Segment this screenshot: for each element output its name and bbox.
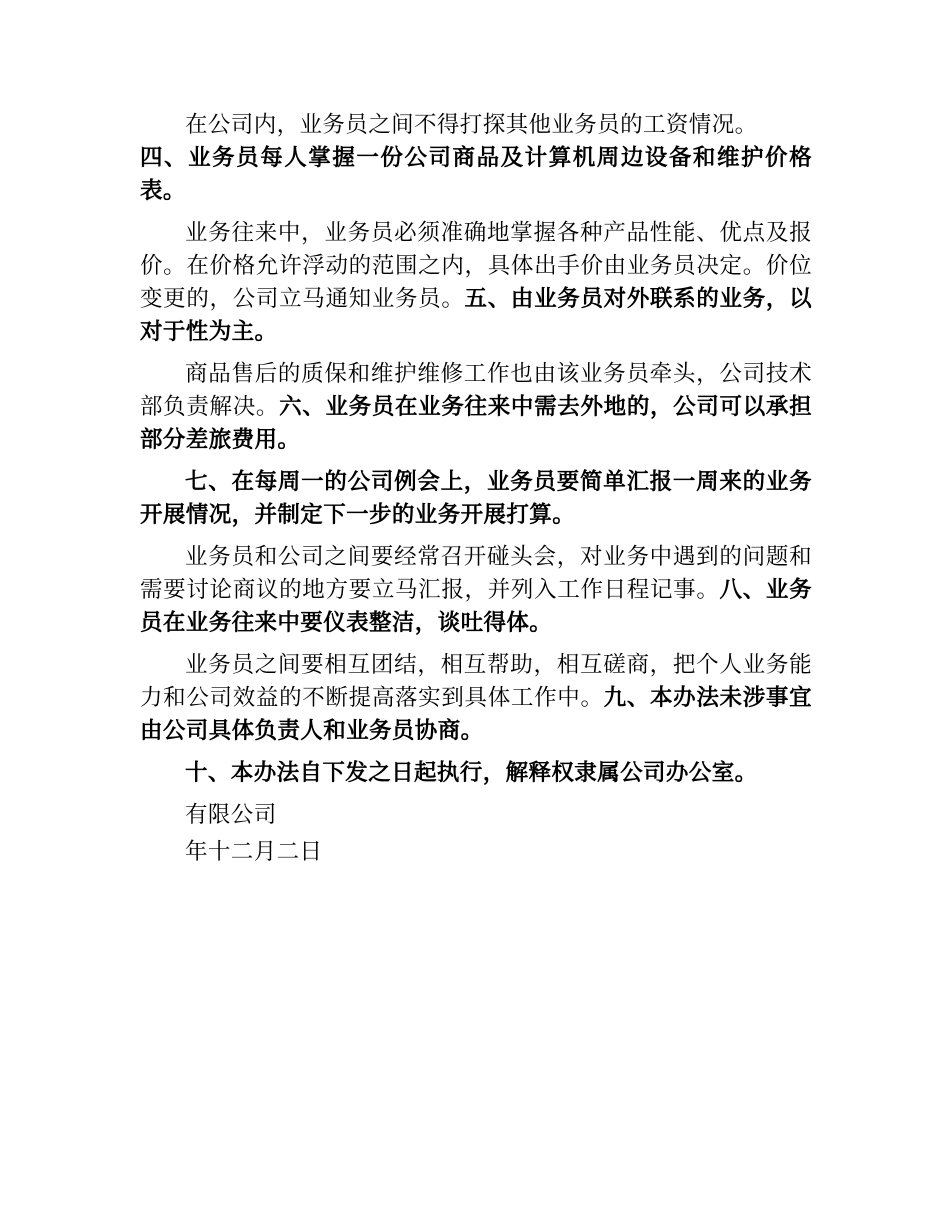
paragraph-heading: 六、业务员在业务往来中需去外地的，公司可以承担部分差旅费用。 bbox=[140, 394, 812, 453]
paragraph-text: 商品售后的质保和维护维修工作也由该业务员牵头，公司技术部负责解决。 bbox=[140, 361, 812, 420]
paragraph-after-sales bbox=[140, 358, 812, 457]
paragraph-heading: 九、本办法未涉事宜由公司具体负责人和业务员协商。 bbox=[140, 685, 812, 744]
paragraph-text: 业务员之间要相互团结，相互帮助，相互磋商，把个人业务能力和公司效益的不断提高落实到具体工作中。 bbox=[140, 652, 812, 711]
paragraph-heading: 十、本办法自下发之日起执行，解释权隶属公司办公室。 bbox=[185, 760, 758, 786]
signature-company: 有限公司 bbox=[185, 802, 277, 828]
paragraph-heading: 四、业务员每人掌握一份公司商品及计算机周边设备和维护价格表。 bbox=[140, 145, 812, 204]
paragraph-product-knowledge bbox=[140, 217, 812, 349]
paragraph-text: 在公司内，业务员之间不得打探其他业务员的工资情况。 bbox=[185, 112, 758, 138]
signature-date: 年十二月二日 bbox=[185, 839, 323, 865]
paragraph-teamwork bbox=[140, 649, 812, 748]
paragraph-text: 业务员和公司之间要经常召开碰头会，对业务中遇到的问题和需要讨论商议的地方要立马汇报，并列入工作日程记事。 bbox=[140, 544, 812, 603]
paragraph-heading: 五、由业务员对外联系的业务，以对于性为主。 bbox=[140, 286, 812, 345]
paragraph-heading: 七、在每周一的公司例会上，业务员要简单汇报一周来的业务开展情况，并制定下一步的业务开展打算。 bbox=[140, 469, 812, 528]
paragraph-heading: 八、业务员在业务往来中要仪表整洁，谈吐得体。 bbox=[140, 577, 812, 636]
paragraph-effective-date bbox=[140, 757, 812, 790]
paragraph-text: 业务往来中，业务员必须准确地掌握各种产品性能、优点及报价。在价格允许浮动的范围之内，具体出手价由业务员决定。价位变更的，公司立马通知业务员。 bbox=[140, 220, 812, 312]
paragraph-price-list bbox=[140, 142, 812, 208]
paragraph-briefings bbox=[140, 541, 812, 640]
paragraph-salary-privacy bbox=[140, 109, 812, 142]
paragraph-weekly-meeting bbox=[140, 466, 812, 532]
document-page bbox=[140, 109, 812, 878]
